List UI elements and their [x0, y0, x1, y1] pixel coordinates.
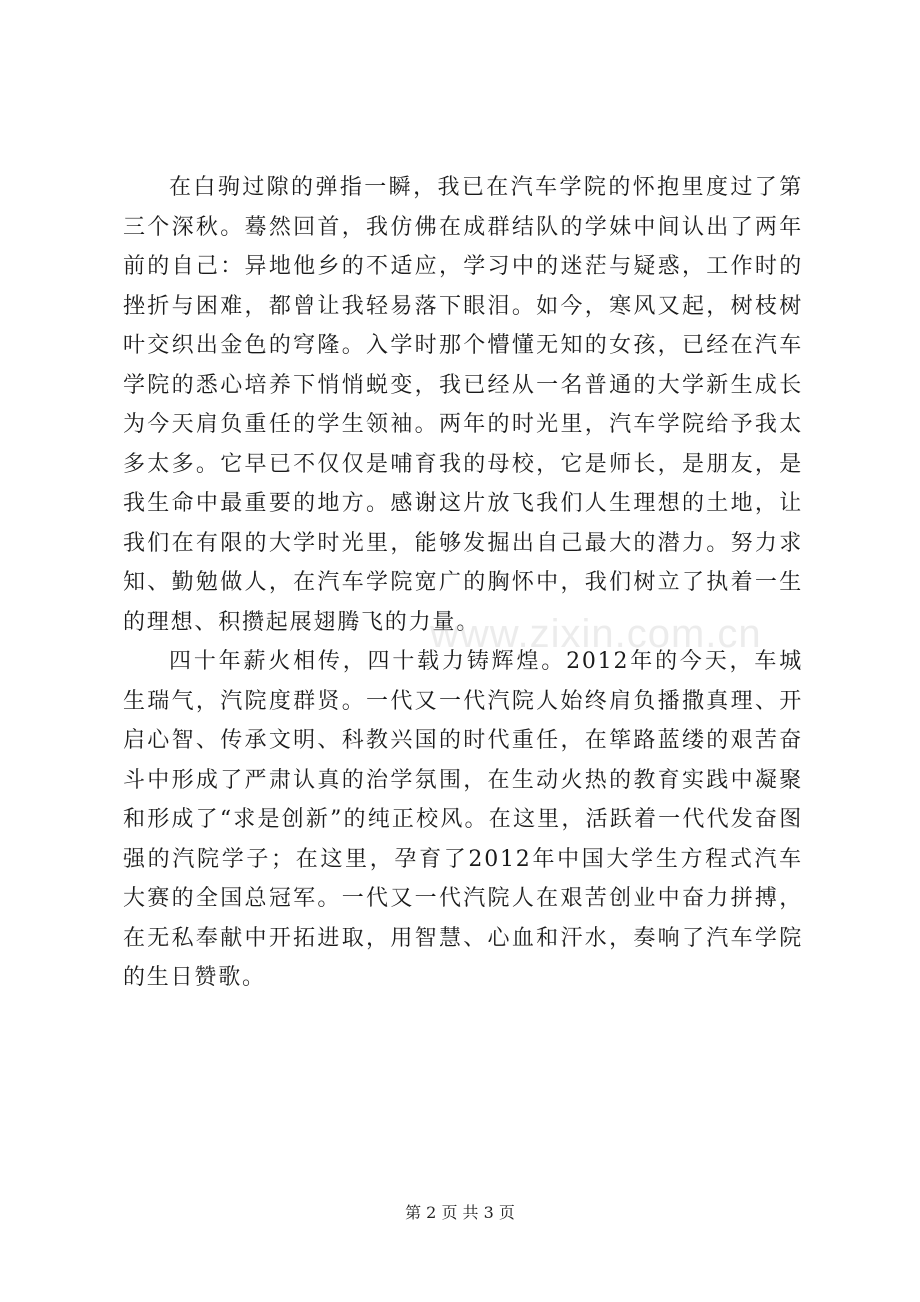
- paragraph-1: 在白驹过隙的弹指一瞬，我已在汽车学院的怀抱里度过了第三个深秋。蓦然回首，我仿佛在成群结队的学妹中间认出了两年前的自己：异地他乡的不适应，学习中的迷茫与疑惑，工作时的挫折与困难，都曾让我轻易落下眼泪。如今，寒风又起，树枝树叶交织出金色的穹隆。入学时那个懵懂无知的女孩，已经在汽车学院的悉心培养下悄悄蜕变，我已经从一名普通的大学新生成长为今天肩负重任的学生领袖。两年的时光里，汽车学院给予我太多太多。它早已不仅仅是哺育我的母校，它是师长，是朋友，是我生命中最重要的地方。感谢这片放飞我们人生理想的土地，让我们在有限的大学时光里，能够发掘出自己最大的潜力。努力求知、勤勉做人，在汽车学院宽广的胸怀中，我们树立了执着一生的理想、积攒起展翅腾飞的力量。: [123, 175, 803, 635]
- watermark: www.zixin.com.cn: [430, 612, 762, 656]
- page-footer: 第 2 页 共 3 页: [405, 1203, 515, 1222]
- body-text: [123, 168, 803, 998]
- paragraph-2: 四十年薪火相传，四十载力铸辉煌。2012年的今天，车城生瑞气，汽院度群贤。一代又一代汽院人始终肩负播撒真理、开启心智、传承文明、科教兴国的时代重任，在筚路蓝缕的艰苦奋斗中形成了严肃认真的治学氛围，在生动火热的教育实践中凝聚和形成了“求是创新”的纯正校风。在这里，活跃着一代代发奋图强的汽院学子；在这里，孕育了2012年中国大学生方程式汽车大赛的全国总冠军。一代又一代汽院人在艰苦创业中奋力拼搏，在无私奉献中开拓进取，用智慧、心血和汗水，奏响了汽车学院的生日赞歌。: [123, 649, 803, 990]
